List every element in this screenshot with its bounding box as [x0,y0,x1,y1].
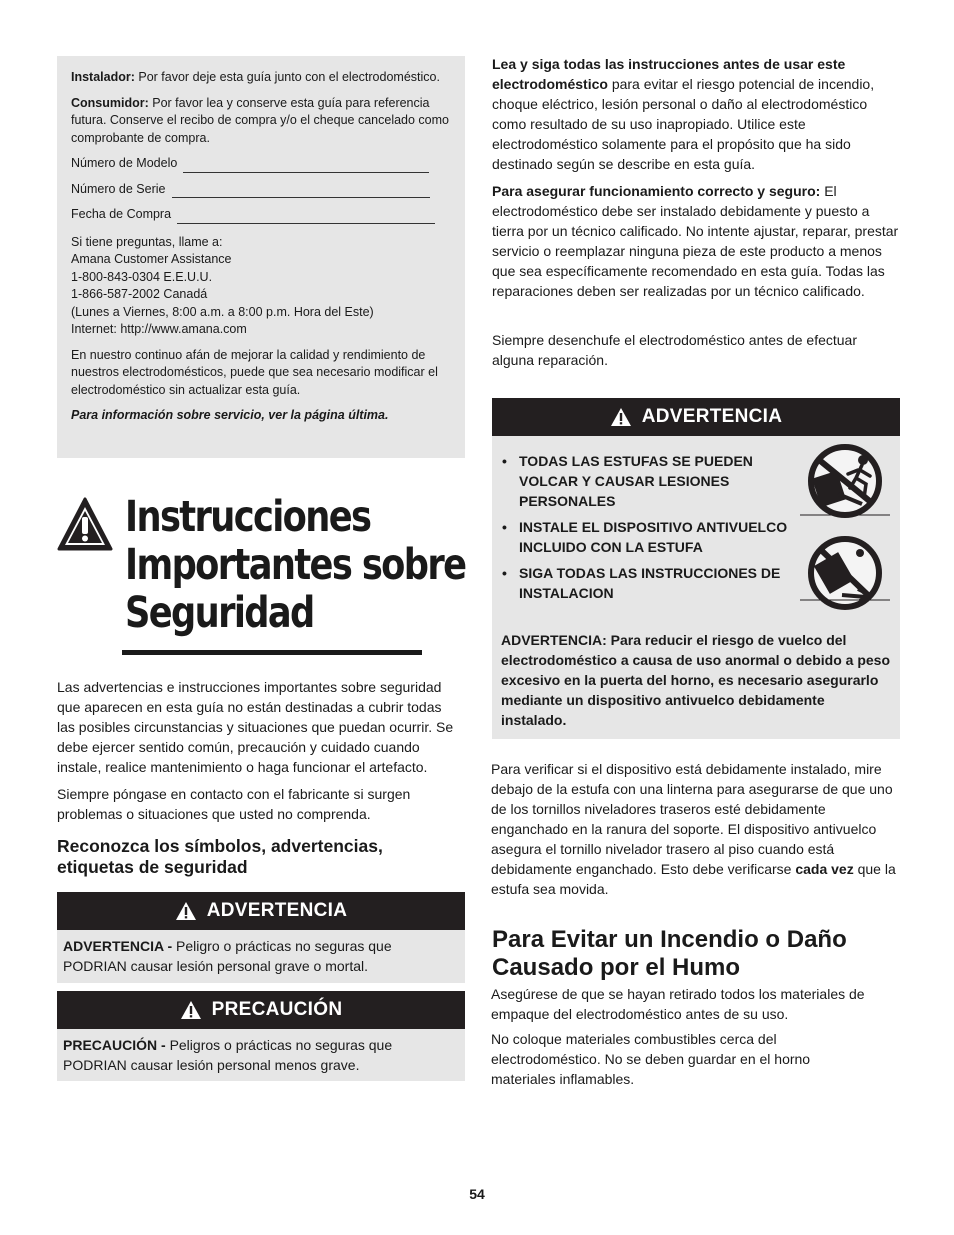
verify-text: Para verificar si el dispositivo está debidamente instalado, mire debajo de la estufa con una linterna para asegurarse de que uno de los tornillos niveladores traseros esté debidamente enganchado en la ranura del soporte. El dispositivo antivuelco asegura el tornillo nivelador trasero al piso cuando está debidamente enganchado. Esto debe verificarse [491,761,893,877]
precaucion-banner-label: PRECAUCIÓN [211,999,343,1020]
page-number: 54 [469,1186,485,1202]
owner-info-box [57,56,465,458]
warning-icon [175,901,197,921]
tip-over-banner-label: ADVERTENCIA [641,406,783,427]
list-item-text: TODAS LAS ESTUFAS SE PUEDEN VOLCAR Y CAUSAR LESIONES PERSONALES [519,453,753,509]
title-line-1: Instrucciones [125,492,371,542]
service-note: Para información sobre servicio, ver la página última. [71,408,389,422]
proper-operation-paragraph [492,181,900,301]
list-item [500,517,790,557]
verify-tail: que la estufa sea movida. [491,861,896,897]
precaucion-banner [57,991,465,1029]
advertencia-definition [57,930,465,983]
list-item-text: SIGA TODAS LAS INSTRUCCIONES DE INSTALACION [519,565,781,601]
list-item [500,451,790,511]
warning-triangle-icon [57,497,113,553]
model-number-field [71,155,453,173]
model-number-label: Número de Modelo [71,156,178,170]
list-item-text: INSTALE EL DISPOSITIVO ANTIVUELCO INCLUIDO CON LA ESTUFA [519,519,788,555]
purchase-date-field [71,206,453,224]
internet-line: Internet: http://www.amana.com [71,322,247,336]
precaucion-label: PRECAUCIÓN - [63,1037,170,1053]
consumer-text: Por favor lea y conserve esta guía para referencia futura. Conserve el recibo de compra y/o el cheque cancelado como comprobante de compra. [71,95,449,145]
advertencia-banner [57,892,465,930]
fire-prevention-heading: Para Evitar un Incendio o Daño Causado por el Humo [492,926,847,981]
verify-bold: cada vez [795,861,854,877]
serial-number-line [172,184,430,198]
proper-operation-bold: Para asegurar funcionamiento correcto y seguro: [492,183,821,199]
advertencia-banner-label: ADVERTENCIA [206,900,348,921]
range-tipping-prohibited-icon [800,535,890,611]
contact-manufacturer-paragraph: Siempre póngase en contacto con el fabricante si surgen problemas o situaciones que usted no comprenda. [57,786,411,822]
consumer-note [71,95,453,148]
title-line-3: Seguridad [125,588,314,638]
bullet: • [502,519,507,535]
proper-operation-text: El electrodoméstico debe ser instalado debidamente y puesto a tierra por un técnico calificado. No intente ajustar, reparar, prestar servicio o reemplazar ninguna pieza de este producto a menos que sea específicamente recomendado en esta guía. Todas las reparaciones deben ser realizadas por un técnico calificado. [492,183,899,299]
title-line-2: Importantes sobre [125,540,466,590]
warning-icon [610,407,632,427]
intro-paragraph: Las advertencias e instrucciones importantes sobre seguridad que aparecen en esta guía no están destinadas a cubrir todas las posibles circunstancias y situaciones que puedan ocurrir. Se debe ejercer sentido común, precaución y cuidado cuando instale, realice mantenimiento o haga funcionar el artefacto. [57,679,454,775]
tip-over-warning-box [492,398,900,739]
list-item [500,563,790,603]
installer-note [71,69,453,87]
questions-line: Si tiene preguntas, llame a: [71,234,223,249]
bullet: • [502,565,507,581]
read-instructions-bold: Lea y siga todas las instrucciones antes de usar este electrodoméstico [492,56,846,92]
packaging-paragraph: Asegúrese de que se hayan retirado todos los materiales de empaque del electrodoméstico antes de su uso. [491,986,865,1022]
page-title [125,492,466,638]
combustibles-paragraph: No coloque materiales combustibles cerca del electrodoméstico. No se deben guardar en el horno materiales inflamables. [491,1031,811,1087]
tip-over-list [500,451,790,609]
hours-line: (Lunes a Viernes, 8:00 a.m. a 8:00 p.m. Hora del Este) [71,304,374,319]
read-instructions-text: para evitar el riesgo potencial de incendio, choque eléctrico, lesión personal o daño al electrodoméstico como resultado de su uso inapropiado. Utilice este electrodoméstico solamente para el propósito que ha sido destinado según se describe en esta guía. [492,76,875,172]
child-climbing-door-prohibited-icon [800,444,890,518]
verify-paragraph [491,759,903,899]
installer-text: Por favor deje esta guía junto con el electrodoméstico. [134,70,440,84]
serial-number-label: Número de Serie [71,181,166,196]
precaucion-text: Peligros o prácticas no seguras que PODRIAN causar lesión personal menos grave. [63,1037,393,1073]
phone-canada: 1-866-587-2002 Canadá [71,287,208,301]
serial-number-field [71,181,453,199]
consumer-label: Consumidor: [71,95,149,110]
tip-over-footer: ADVERTENCIA: Para reducir el riesgo de vuelco del electrodoméstico a causa de uso anormal o debido a peso excesivo en la puerta del horno, es necesario asegurarlo mediante un dispositivo antivuelco debidamente instalado. [501,632,890,728]
tip-over-banner [492,398,900,436]
bullet: • [502,453,507,469]
purchase-date-line [177,210,435,224]
purchase-date-label: Fecha de Compra [71,207,172,221]
symbols-heading: Reconozca los símbolos, advertencias, etiquetas de seguridad [57,836,383,877]
improvement-note: En nuestro continuo afán de mejorar la calidad y rendimiento de nuestros electrodomésticos, puede que sea necesario modificar el electrodoméstico sin actualizar esta guía. [71,347,438,397]
title-underline [122,650,422,655]
phone-us: 1-800-843-0304 E.E.U.U. [71,269,213,284]
precaucion-definition [57,1029,465,1081]
advertencia-label: ADVERTENCIA - [63,938,177,954]
advertencia-text: Peligro o prácticas no seguras que PODRIAN causar lesión personal grave o mortal. [63,938,392,974]
installer-label: Instalador: [71,70,135,84]
company-name: Amana Customer Assistance [71,252,232,266]
warning-icon [180,1000,202,1020]
model-number-line [183,159,429,173]
unplug-paragraph: Siempre desenchufe el electrodoméstico antes de efectuar alguna reparación. [492,332,857,368]
contact-info [71,234,453,339]
read-instructions-paragraph [492,54,900,174]
